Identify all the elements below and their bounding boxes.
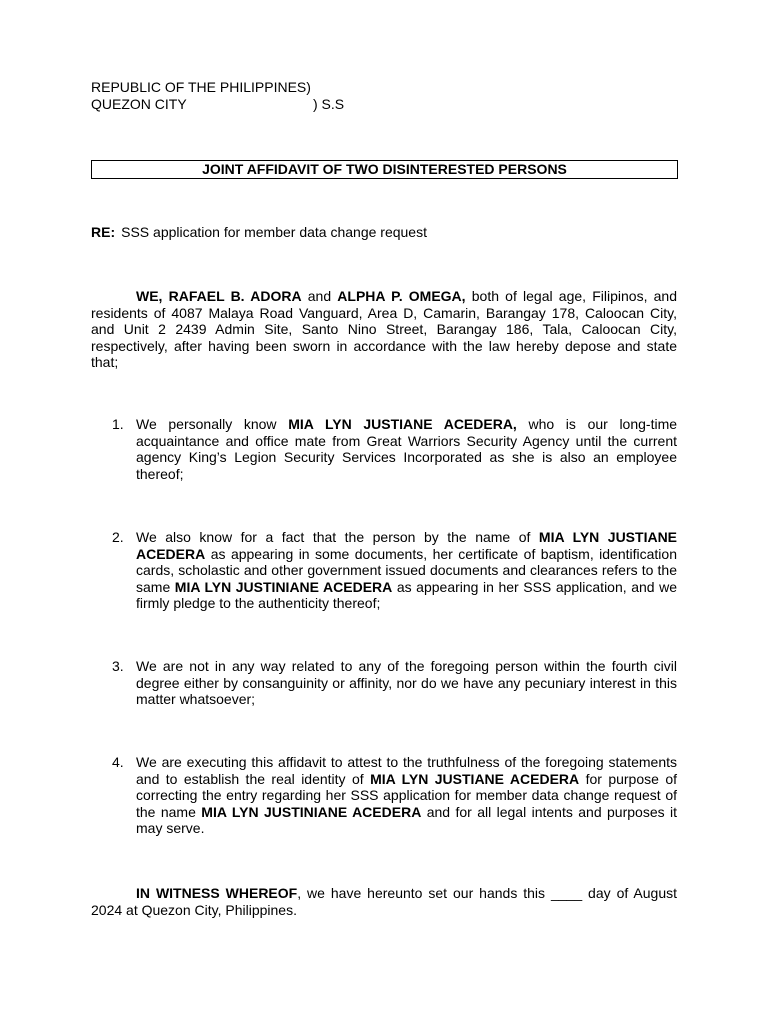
re-text: SSS application for member data change request bbox=[121, 224, 427, 240]
item-text: We are not in any way related to any of the foregoing person within the fourth civil degree either by consanguinity or affinity, nor do we have any pecuniary interest in this matter whatsoever; bbox=[136, 658, 677, 707]
list-item bbox=[91, 529, 677, 612]
intro-we: WE, bbox=[136, 288, 163, 304]
intro-person2: ALPHA P. OMEGA, bbox=[337, 288, 466, 304]
caption-ss: ) S.S bbox=[313, 95, 345, 112]
item-name-bold: MIA LYN JUSTINIANE ACEDERA bbox=[201, 803, 422, 820]
item-text: We are executing this affidavit to attest to the truthfulness of the foregoing statements and to establish the real identity of bbox=[136, 754, 677, 787]
item-body bbox=[136, 754, 677, 837]
item-number: 2. bbox=[112, 529, 124, 545]
intro-paragraph bbox=[91, 288, 677, 371]
caption-line-republic bbox=[91, 79, 391, 96]
re-line bbox=[91, 224, 677, 241]
venue-caption bbox=[91, 79, 391, 112]
item-number: 3. bbox=[112, 658, 124, 674]
caption-republic: REPUBLIC OF THE PHILIPPINES) bbox=[91, 79, 311, 95]
document-title: JOINT AFFIDAVIT OF TWO DISINTERESTED PERSONS bbox=[91, 160, 678, 179]
witness-text: , we have hereunto set our hands this ____ day of August 2024 at Quezon City, Philippines. bbox=[91, 885, 677, 918]
list-item bbox=[91, 416, 677, 482]
item-text: and for all legal intents and purposes it may serve. bbox=[136, 803, 678, 836]
intro-person1: RAFAEL B. ADORA bbox=[168, 288, 302, 304]
list-item bbox=[91, 754, 677, 837]
item-body bbox=[136, 416, 677, 482]
item-text: as appearing in some documents, her certificate of baptism, identification cards, scholastic and other government issued documents and clearances refers to the same bbox=[136, 545, 677, 595]
item-body bbox=[136, 658, 677, 708]
re-label: RE: bbox=[91, 224, 116, 240]
witness-bold: IN WITNESS WHEREOF bbox=[136, 885, 298, 901]
caption-city: QUEZON CITY bbox=[91, 95, 187, 112]
caption-line-city bbox=[91, 96, 391, 113]
item-text: who is our long-time acquaintance and office mate from Great Warriors Security Agency until the current agency King’s Legion Security Services Incorporated as she is also an employee thereof; bbox=[136, 416, 678, 482]
item-name-bold: MIA LYN JUSTIANE ACEDERA bbox=[370, 770, 580, 787]
item-text: for purpose of correcting the entry regarding her SSS application for member data change request of the name bbox=[136, 770, 678, 820]
item-name-bold: MIA LYN JUSTINIANE ACEDERA bbox=[174, 578, 393, 595]
list-item bbox=[91, 658, 677, 708]
item-name-bold: MIA LYN JUSTIANE ACEDERA, bbox=[288, 416, 517, 432]
item-number: 4. bbox=[112, 754, 124, 770]
item-name-bold: MIA LYN JUSTIANE ACEDERA bbox=[136, 529, 678, 562]
item-text: as appearing in her SSS application, and we firmly pledge to the authenticity thereof; bbox=[136, 578, 678, 611]
item-body bbox=[136, 529, 677, 612]
item-text: We also know for a fact that the person by the name of bbox=[136, 529, 531, 545]
item-number: 1. bbox=[112, 416, 124, 432]
intro-rest: both of legal age, Filipinos, and residents of 4087 Malaya Road Vanguard, Area D, Camarin, Barangay 178, Caloocan City, and Unit 2 2439 Admin Site, Santo Nino Street, Barangay 186, Tala, Caloocan City, respectively, after having been sworn in accordance with the law hereby depose and state that; bbox=[91, 288, 678, 370]
witness-paragraph bbox=[91, 885, 677, 918]
intro-and: and bbox=[307, 288, 332, 304]
item-text: We personally know bbox=[136, 416, 277, 432]
